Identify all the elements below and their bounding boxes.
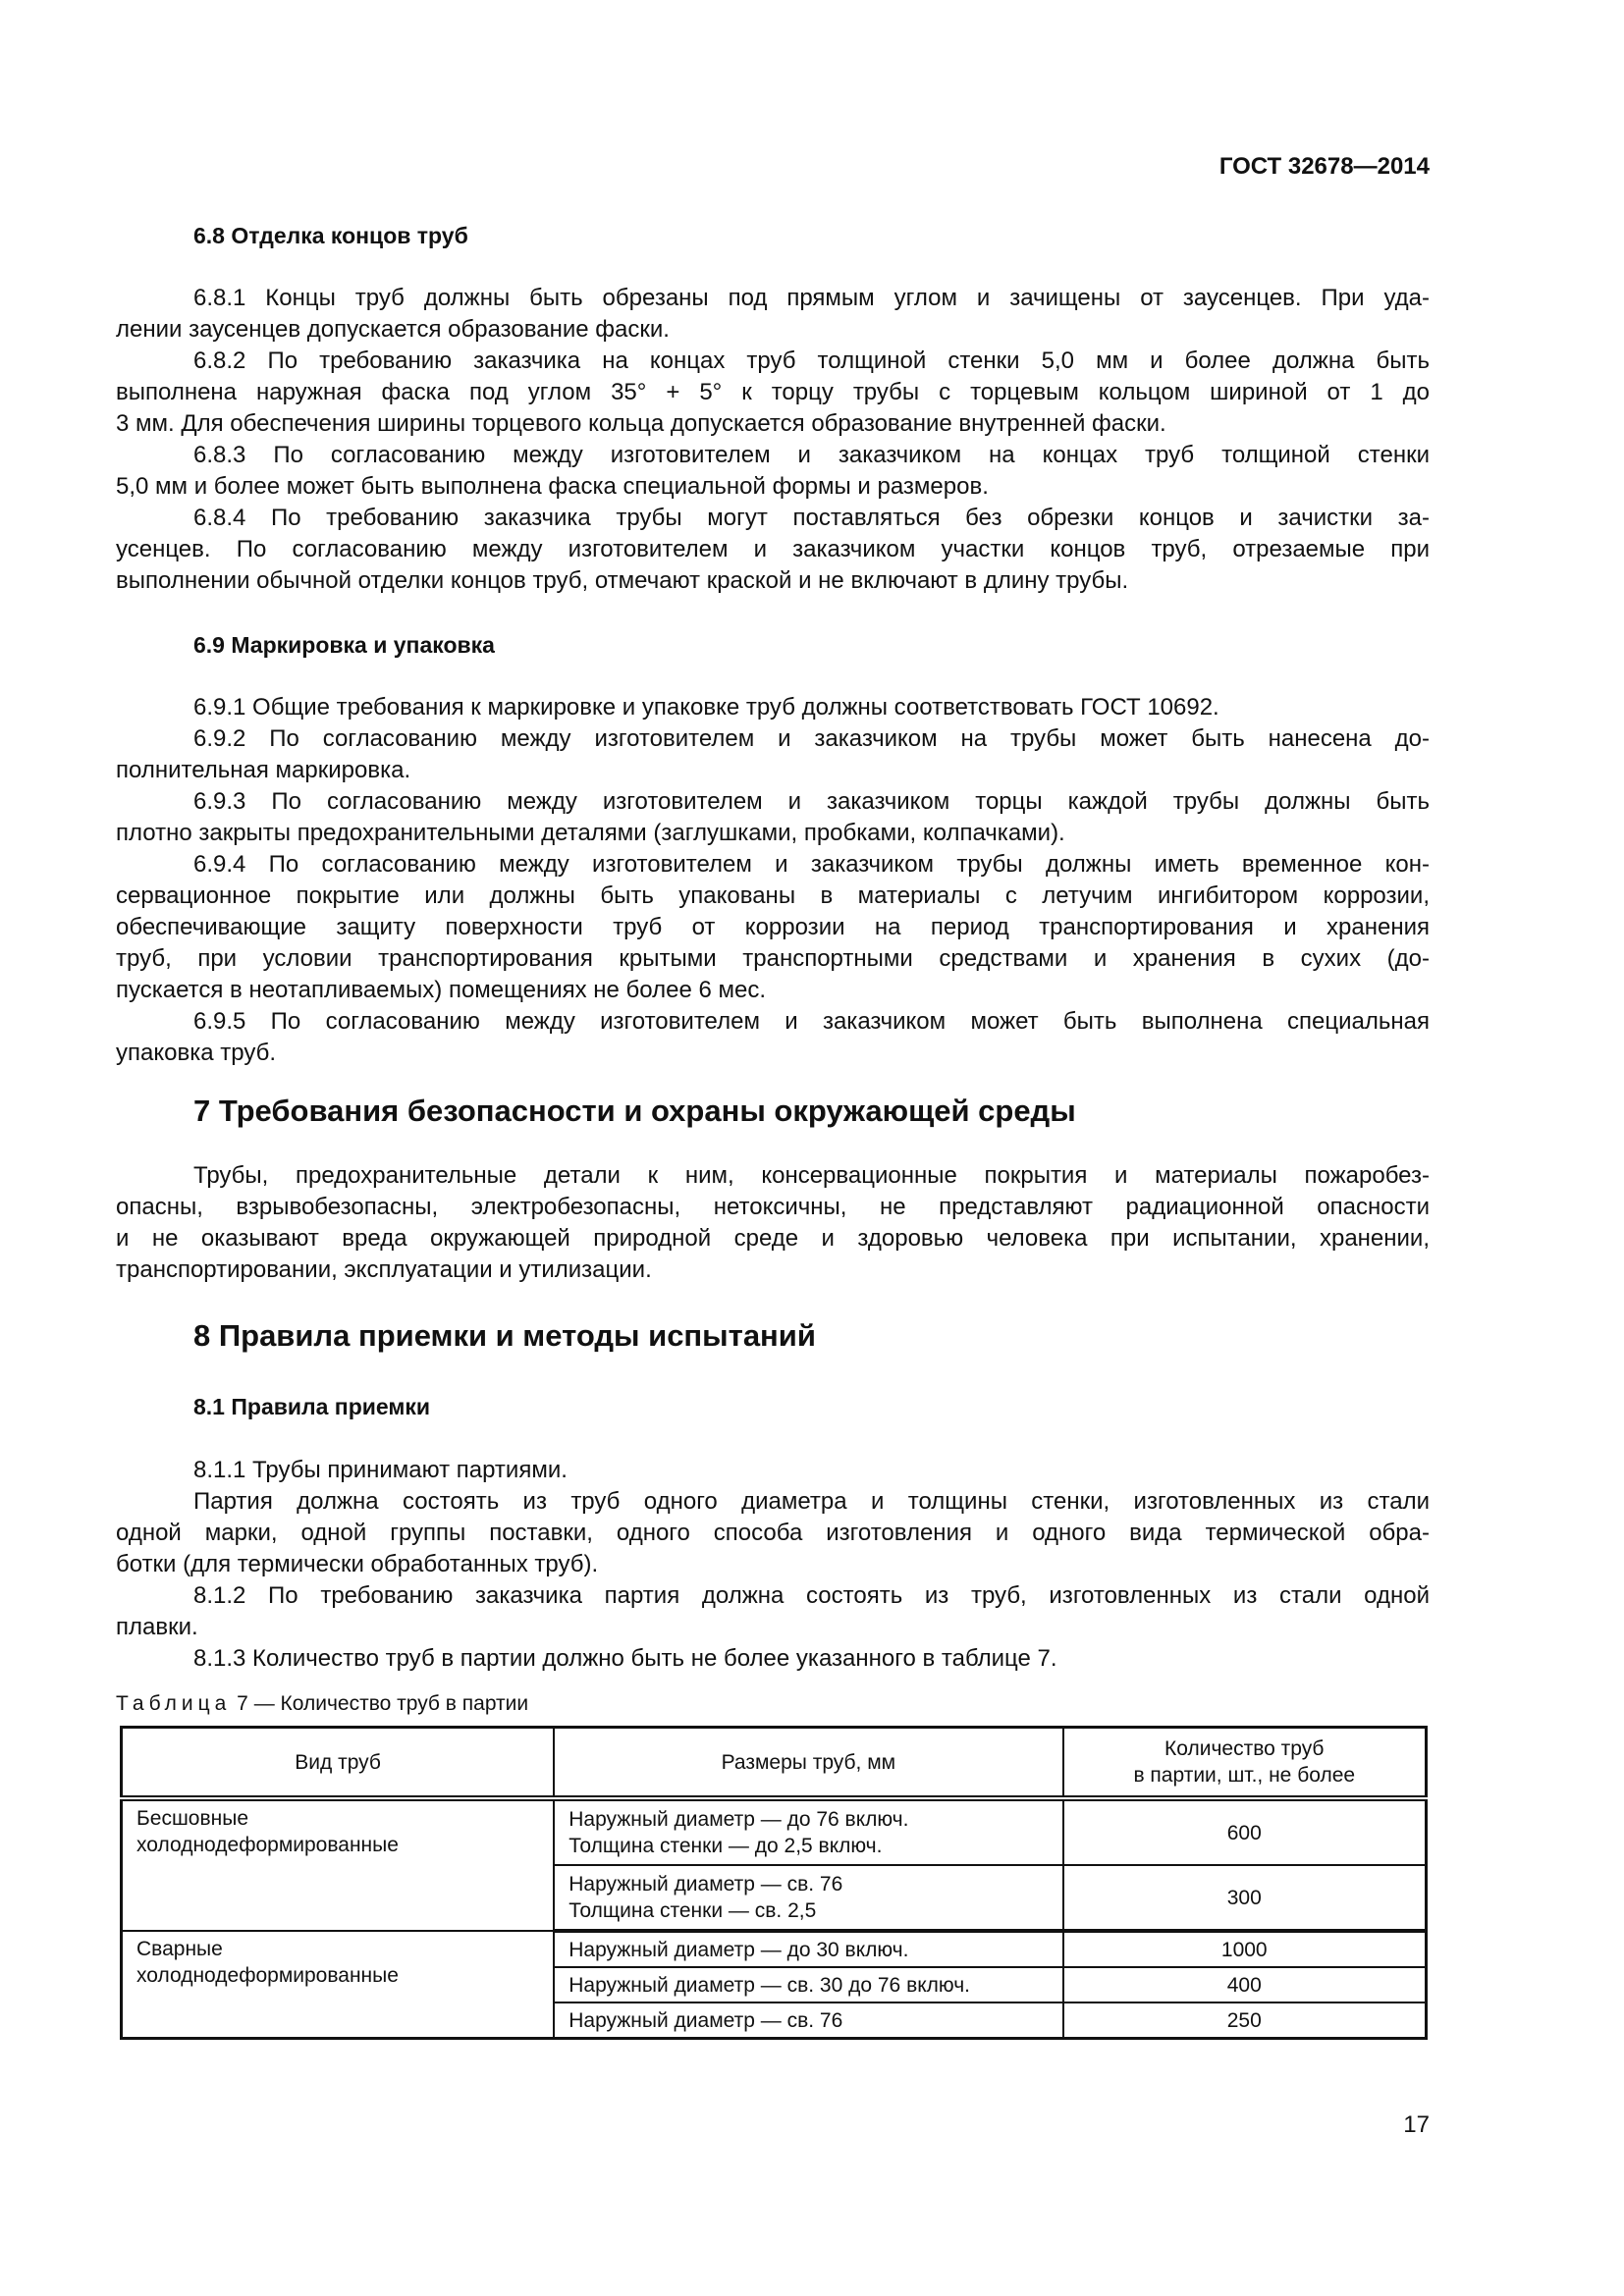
paragraph-line: 6.9.5 По согласованию между изготовителем и заказчиком может быть выполнена специальная bbox=[193, 1008, 1430, 1035]
table-row bbox=[122, 1798, 1427, 1865]
paragraph-line: 8.1.2 По требованию заказчика партия должна состоять из труб, изготовленных из стали одной bbox=[193, 1582, 1430, 1609]
column-header-kind: Вид труб bbox=[122, 1728, 555, 1799]
paragraph-line: 8.1.3 Количество труб в партии должно быть не более указанного в таблице 7. bbox=[193, 1645, 1057, 1672]
table-caption-label: Таблица bbox=[116, 1692, 232, 1715]
cell-pipe-kind: Бесшовные холоднодеформированные bbox=[122, 1798, 555, 1931]
table-header-row bbox=[122, 1728, 1427, 1799]
paragraph-line: лении заусенцев допускается образование фаски. bbox=[116, 316, 670, 343]
paragraph-line: 3 мм. Для обеспечения ширины торцевого кольца допускается образование внутренней фаски. bbox=[116, 410, 1166, 437]
paragraph-line: одной марки, одной группы поставки, одного способа изготовления и одного вида термической обра- bbox=[116, 1520, 1430, 1546]
paragraph-line: труб, при условии транспортирования крытыми транспортными средствами и хранения в сухих (до- bbox=[116, 945, 1430, 972]
section-6-8-body bbox=[116, 283, 1430, 597]
cell-pipe-sizes: Наружный диаметр — до 76 включ. Толщина стенки — до 2,5 включ. bbox=[554, 1798, 1062, 1865]
paragraph-line: опасны, взрывобезопасны, электробезопасны, нетоксичны, не представляют радиационной опасности bbox=[116, 1194, 1430, 1220]
paragraph-line: транспортировании, эксплуатации и утилизации. bbox=[116, 1256, 652, 1283]
section-heading-6-9: 6.9 Маркировка и упаковка bbox=[193, 632, 495, 658]
paragraph-line: Партия должна состоять из труб одного диаметра и толщины стенки, изготовленных из стали bbox=[193, 1488, 1430, 1515]
column-header-sizes: Размеры труб, мм bbox=[554, 1728, 1062, 1799]
paragraph-line: 5,0 мм и более может быть выполнена фаска специальной формы и размеров. bbox=[116, 473, 989, 500]
cell-quantity: 400 bbox=[1063, 1967, 1427, 2002]
cell-pipe-sizes: Наружный диаметр — св. 76 Толщина стенки — св. 2,5 bbox=[554, 1865, 1062, 1931]
paragraph-line: 6.8.4 По требованию заказчика трубы могут поставляться без обрезки концов и зачистки за- bbox=[193, 505, 1430, 531]
table-caption bbox=[116, 1690, 528, 1718]
paragraph-line: и не оказывают вреда окружающей природной среде и здоровью человека при испытании, хранении, bbox=[116, 1225, 1430, 1252]
cell-pipe-sizes: Наружный диаметр — св. 30 до 76 включ. bbox=[554, 1967, 1062, 2002]
paragraph-line: обеспечивающие защиту поверхности труб от коррозии на период транспортирования и хранения bbox=[116, 914, 1430, 940]
paragraph-line: ботки (для термически обработанных труб). bbox=[116, 1551, 599, 1577]
section-heading-6-8: 6.8 Отделка концов труб bbox=[193, 223, 468, 248]
table-row bbox=[122, 1931, 1427, 1967]
paragraph-line: 6.9.2 По согласованию между изготовителем и заказчиком на трубы может быть нанесена до- bbox=[193, 725, 1430, 752]
paragraph-line: 8.1.1 Трубы принимают партиями. bbox=[193, 1457, 568, 1483]
paragraph-line: сервационное покрытие или должны быть упакованы в материалы с летучим ингибитором коррозии, bbox=[116, 882, 1430, 909]
cell-pipe-kind: Сварные холоднодеформированные bbox=[122, 1931, 555, 2039]
page-number: 17 bbox=[1403, 2111, 1430, 2138]
section-8-1-body bbox=[116, 1455, 1430, 1675]
column-header-quantity: Количество труб в партии, шт., не более bbox=[1063, 1728, 1427, 1799]
paragraph-line: упаковка труб. bbox=[116, 1040, 277, 1066]
cell-quantity: 300 bbox=[1063, 1865, 1427, 1931]
paragraph-line: 6.8.2 По требованию заказчика на концах труб толщиной стенки 5,0 мм и более должна быть bbox=[193, 347, 1430, 374]
cell-quantity: 250 bbox=[1063, 2002, 1427, 2039]
section-heading-8-1: 8.1 Правила приемки bbox=[193, 1394, 431, 1419]
document-standard-code: ГОСТ 32678—2014 bbox=[1218, 153, 1430, 180]
cell-quantity: 600 bbox=[1063, 1798, 1427, 1865]
paragraph-line: 6.8.1 Концы труб должны быть обрезаны под прямым углом и зачищены от заусенцев. При уда- bbox=[193, 285, 1430, 311]
paragraph-line: плавки. bbox=[116, 1614, 198, 1640]
section-6-9-body bbox=[116, 692, 1430, 1069]
paragraph-line: Трубы, предохранительные детали к ним, консервационные покрытия и материалы пожаробез- bbox=[193, 1162, 1430, 1189]
paragraph-line: пускается в неотапливаемых) помещениях не более 6 мес. bbox=[116, 977, 767, 1003]
paragraph-line: 6.9.1 Общие требования к маркировке и упаковке труб должны соответствовать ГОСТ 10692. bbox=[193, 694, 1219, 721]
cell-quantity: 1000 bbox=[1063, 1931, 1427, 1967]
paragraph-line: 6.9.3 По согласованию между изготовителем и заказчиком торцы каждой трубы должны быть bbox=[193, 788, 1430, 815]
cell-pipe-sizes: Наружный диаметр — до 30 включ. bbox=[554, 1931, 1062, 1967]
table-7-pipes-per-batch bbox=[120, 1726, 1428, 2040]
paragraph-line: выполнении обычной отделки концов труб, отмечают краской и не включают в длину трубы. bbox=[116, 567, 1129, 594]
paragraph-line: плотно закрыты предохранительными деталями (заглушками, пробками, колпачками). bbox=[116, 820, 1065, 846]
section-heading-8: 8 Правила приемки и методы испытаний bbox=[193, 1318, 816, 1353]
paragraph-line: 6.9.4 По согласованию между изготовителем и заказчиком трубы должны иметь временное кон- bbox=[193, 851, 1430, 878]
table-caption-title: 7 — Количество труб в партии bbox=[231, 1692, 529, 1715]
paragraph-line: усенцев. По согласованию между изготовителем и заказчиком участки концов труб, отрезаемые при bbox=[116, 536, 1430, 562]
section-heading-7: 7 Требования безопасности и охраны окружающей среды bbox=[193, 1094, 1076, 1128]
paragraph-line: полнительная маркировка. bbox=[116, 757, 411, 783]
cell-pipe-sizes: Наружный диаметр — св. 76 bbox=[554, 2002, 1062, 2039]
section-7-body bbox=[116, 1160, 1430, 1286]
paragraph-line: 6.8.3 По согласованию между изготовителем и заказчиком на концах труб толщиной стенки bbox=[193, 442, 1430, 468]
paragraph-line: выполнена наружная фаска под углом 35° + 5° к торцу трубы с торцевым кольцом шириной от 1 до bbox=[116, 379, 1430, 405]
